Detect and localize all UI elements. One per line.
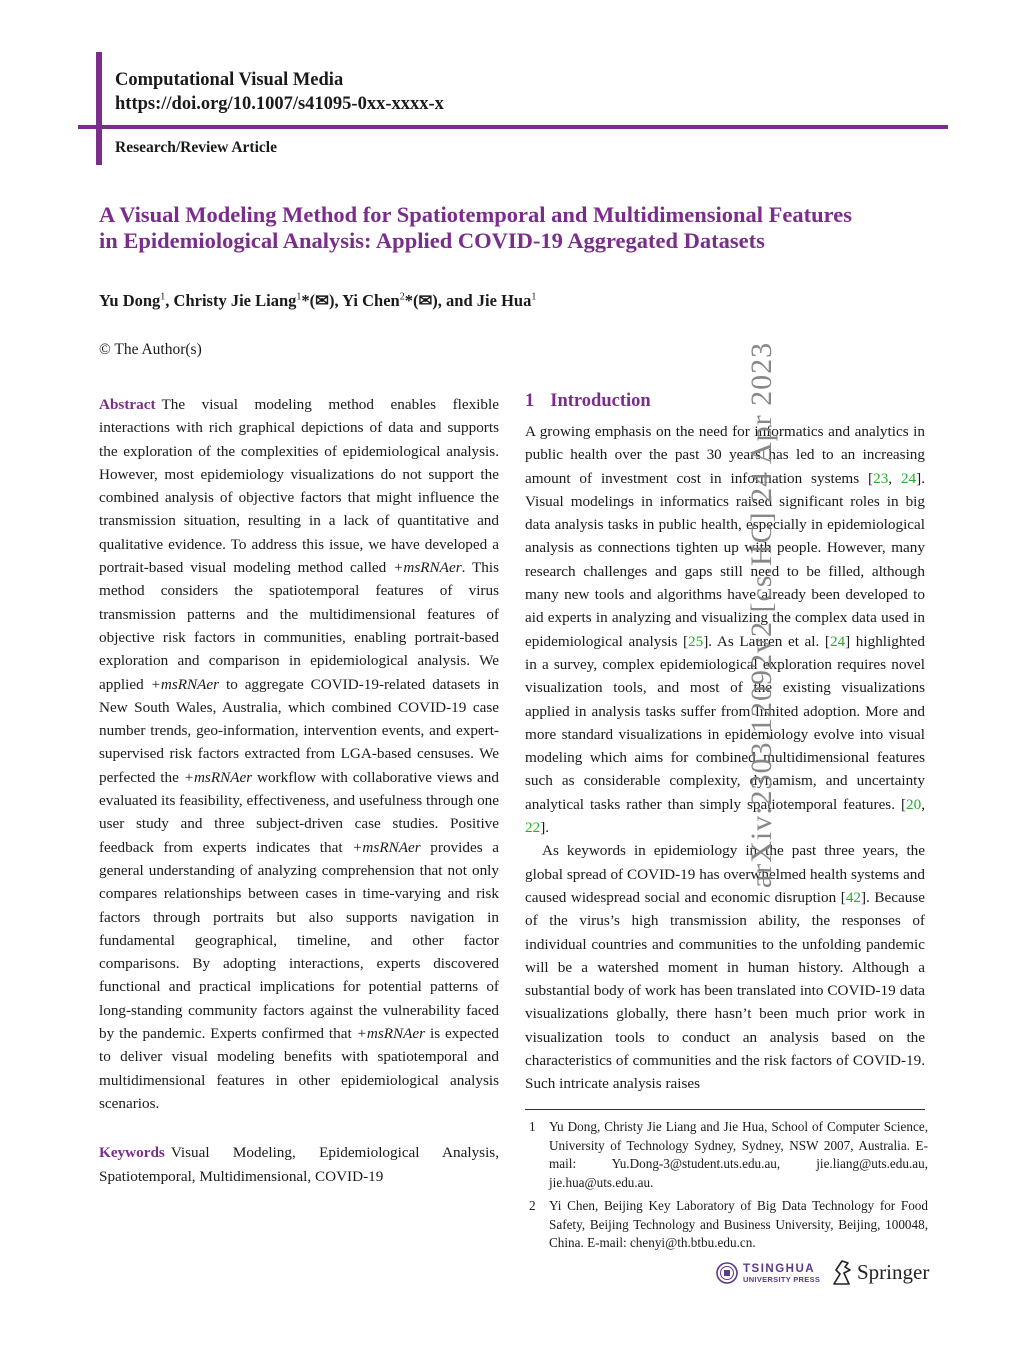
- footnote-1: [525, 1118, 928, 1192]
- tsinghua-press-logo: TSINGHUA UNIVERSITY PRESS: [743, 1263, 821, 1284]
- intro-paragraph-1: A growing emphasis on the need for informatics and analytics in public health over the past 30 years has led to an increasing amount of investment cost in information systems [23, 24]. Visual modelings in informatics raised significant roles in big data analysis tasks in public health, especially in epidemiological analysis as connections tighten up with people. However, many research challenges and gaps still need to be filled, although many new tools and algorithms have already been developed to aid experts in analyzing and visualizing the complex data used in epidemiological analysis [25]. As Lauren et al. [24] highlighted in a survey, complex epidemiological exploration requires novel visualization tools, and most of the existing visualizations applied in analysis tasks suffer from limited adoption. More and more standard visualizations in epidemiology evolve into visual modeling which aims for combined multidimensional features such as considerable complexity, dynamism, and uncertainty analytical tasks rather than simply spatiotemporal features. [20, 22].: [525, 423, 925, 837]
- keywords: Keywords Visual Modeling, Epidemiological Analysis, Spatiotemporal, Multidimensional, COVID-19: [99, 1144, 499, 1185]
- springer-logo: Springer: [857, 1260, 930, 1284]
- citation-link[interactable]: 24: [829, 632, 846, 650]
- method-name: +msRNAer: [150, 675, 220, 693]
- footnote-2: [525, 1197, 928, 1253]
- publisher-logos: [716, 1258, 931, 1290]
- tsinghua-seal-icon: [716, 1262, 738, 1284]
- method-name: +msRNAer: [183, 768, 253, 786]
- citation-link[interactable]: 25: [688, 632, 704, 650]
- paper-title: [99, 202, 939, 254]
- author-list: Yu Dong$^1$, Christy Jie Liang$^1$*(✉), Yi Chen$^2$*(✉), and Jie Hua$^1$: [99, 291, 537, 310]
- article-type: Research/Review Article: [115, 139, 277, 156]
- citation-link[interactable]: 23: [873, 469, 889, 487]
- header-vertical-bar: [96, 52, 102, 165]
- right-column: [525, 420, 925, 1096]
- footnote-number: 2: [529, 1198, 536, 1213]
- arxiv-stamp: arXiv:2303.12092v2 [cs.HC] 24 Apr 2023: [745, 341, 778, 889]
- footnote-rule: [525, 1109, 925, 1110]
- author-name: Jie Hua: [476, 291, 532, 310]
- footnote-number: 1: [529, 1119, 536, 1134]
- abstract-label: Abstract: [99, 396, 156, 413]
- springer-horse-icon: [830, 1258, 854, 1286]
- author-name: Christy Jie Liang: [173, 291, 297, 310]
- citation-link[interactable]: 24: [900, 469, 917, 487]
- method-name: +msRNAer: [356, 1025, 426, 1043]
- keywords-label: Keywords: [99, 1144, 165, 1162]
- citation-link[interactable]: 22: [525, 819, 541, 837]
- journal-name: Computational Visual Media: [115, 70, 344, 90]
- left-column: [99, 393, 499, 1188]
- intro-paragraph-2: As keywords in epidemiology in the past three years, the global spread of COVID-19 has overwhelmed health systems and caused widespread social and economic disruption [42]. Because of the virus’s high transmission ability, the responses of individual countries and communities to the unfolding pandemic will be a watershed moment in human history. Although a substantial body of work has been translated into COVID-19 data visualizations globally, there hasn’t been much prior work in visualization tools to conduct an analysis based on the characteristics of communities and the risk factors of COVID-19. Such intricate analysis raises: [525, 842, 925, 1093]
- method-name: +msRNAer: [352, 838, 421, 856]
- section-heading-introduction: 1 Introduction: [525, 391, 651, 411]
- corresponding-mark: *(✉): [301, 291, 335, 310]
- citation-link[interactable]: 42: [845, 888, 861, 906]
- footnote-text: Yu Dong, Christy Jie Liang and Jie Hua, School of Computer Science, University of Technology Sydney, Sydney, NSW 2007, Australia. E-mail: Yu.Dong-3@student.uts.edu.au, jie.liang@uts.edu.au, jie.hua@uts.edu.au.: [549, 1119, 928, 1190]
- title-line-2: in Epidemiological Analysis: Applied COVID-19 Aggregated Datasets: [99, 228, 765, 253]
- copyright-notice: © The Author(s): [99, 341, 202, 358]
- journal-header: [115, 68, 444, 116]
- method-name: +msRNAer: [393, 559, 462, 577]
- title-line-1: A Visual Modeling Method for Spatiotemporal and Multidimensional Features: [99, 202, 852, 227]
- author-name: Yu Dong: [99, 291, 161, 310]
- header-horizontal-rule: [78, 125, 948, 129]
- citation-link[interactable]: 20: [906, 795, 922, 813]
- corresponding-mark: *(✉): [404, 291, 438, 310]
- journal-doi[interactable]: https://doi.org/10.1007/s41095-0xx-xxxx-x: [115, 94, 444, 114]
- abstract: Abstract The visual modeling method enables flexible interactions with rich graphical depictions of data and supports the exploration of the complexities of epidemiological analysis. However, most epidemiology visualizations do not support the combined analysis of objective factors that might influence the transmission situation, resulting in a lack of quantitative and qualitative evidence. To address this issue, we have developed a portrait-based visual modeling method called +msRNAer. This method considers the spatiotemporal features of virus transmission patterns and the multidimensional features of objective risk factors in communities, enabling portrait-based exploration and comparison in epidemiological analysis. We applied +msRNAer to aggregate COVID-19-related datasets in New South Wales, Australia, which combined COVID-19 case number trends, geo-information, intervention events, and expert-supervised risk factors extracted from LGA-based censuses. We perfected the +msRNAer workflow with collaborative views and evaluated its feasibility, effectiveness, and usefulness through one user study and three subject-driven case studies. Positive feedback from experts indicates that +msRNAer provides a general understanding of analyzing comprehension that not only compares relationships between cases in time-varying and risk factors through portraits but also supports navigation in fundamental geographical, timeline, and other factor comparisons. By adopting interactions, experts discovered functional and practical implications for potential patterns of long-standing community factors against the vulnerability faced by the pandemic. Experts confirmed that +msRNAer is expected to deliver visual modeling benefits with spatiotemporal and multidimensional features in other epidemiological analysis scenarios.: [99, 396, 500, 1112]
- footnote-text: Yi Chen, Beijing Key Laboratory of Big Data Technology for Food Safety, Beijing Technology and Business University, Beijing, 100048, China. E-mail: chenyi@th.btbu.edu.cn.: [549, 1198, 928, 1250]
- author-name: Yi Chen: [342, 291, 400, 310]
